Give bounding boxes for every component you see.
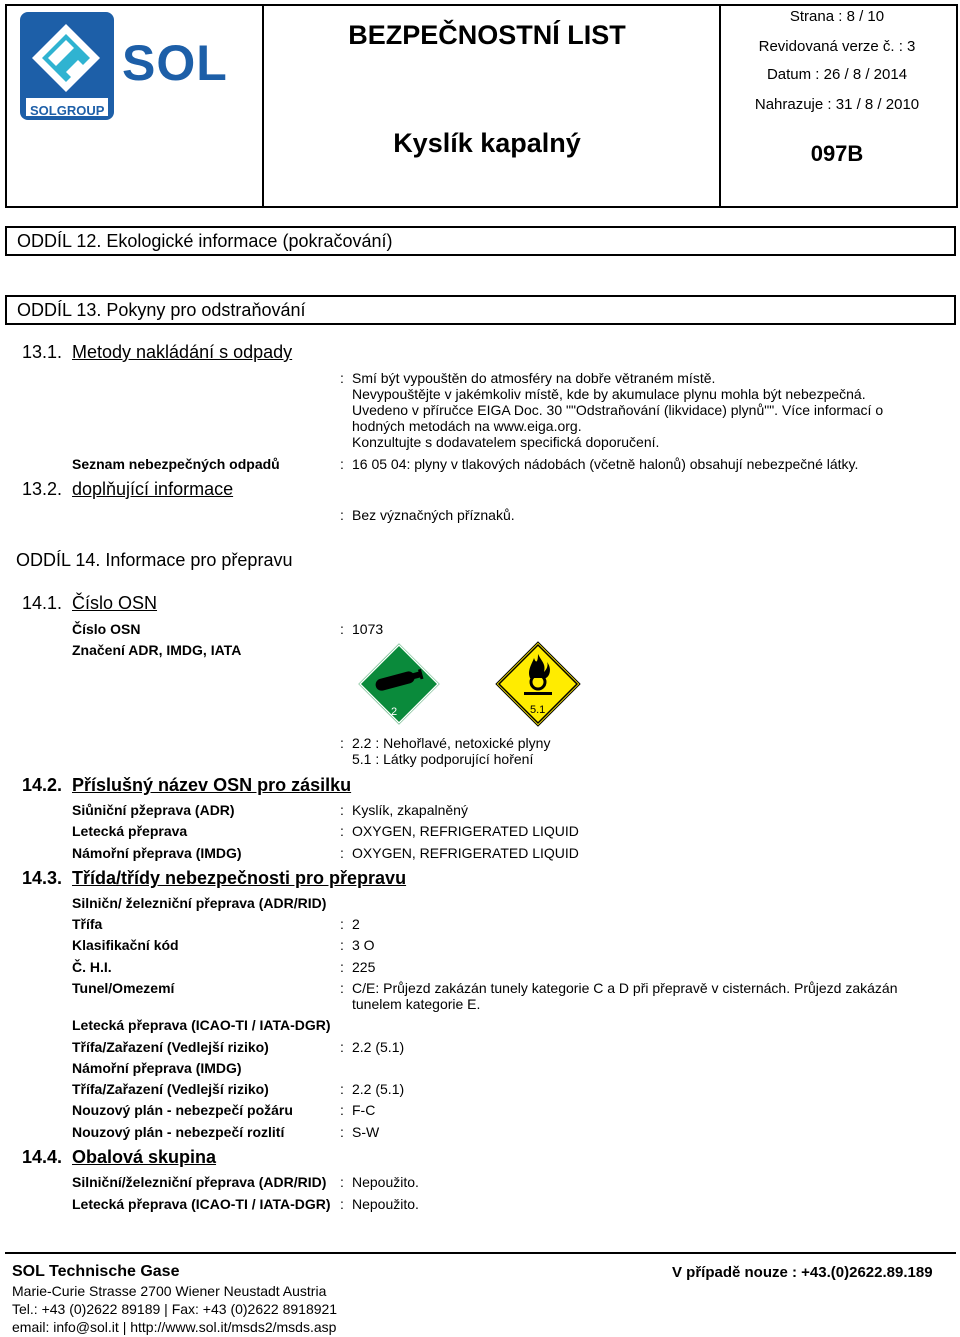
colon: : [340,802,344,818]
un-number-value: 1073 [352,621,384,637]
class-value: 2 [352,916,360,932]
subsection-14-2 [22,775,351,796]
company-logo [18,10,250,122]
air-transport-label: Letecká přeprava [72,823,188,839]
subsection-13-2 [22,479,233,500]
colon: : [340,1174,344,1190]
colon: : [340,507,344,523]
subsection-number: 13.1. [22,342,63,362]
sea-heading: Námořní přeprava (IMDG) [72,1060,242,1076]
sea-class-value: 2.2 (5.1) [352,1081,405,1097]
air-class-label: Třífa/Zařazení (Vedlejší riziko) [72,1039,269,1055]
colon: : [340,1196,344,1212]
footer-email: email: info@sol.it | http://www.sol.it/msds2/msds.asp [12,1319,337,1335]
packing-air-value: Nepoužito. [352,1196,419,1212]
disposal-methods-text [352,370,883,450]
colon: : [340,456,344,472]
footer-address: Marie-Curie Strasse 2700 Wiener Neustadt Austria [12,1283,327,1299]
classification-code-value: 3 O [352,937,375,953]
colon: : [340,845,344,861]
waste-list-value: 16 05 04: plyny v tlakových nádobách (včetně halonů) obsahují nebezpečné látky. [352,456,859,472]
subsection-title: Metody nakládání s odpady [72,342,293,362]
logo-text: SOL [122,35,228,91]
colon: : [340,916,344,932]
colon: : [340,621,344,637]
colon: : [340,1039,344,1055]
subsection-number: 14.4. [22,1147,63,1167]
pictogram-class-number: 2 [391,706,398,718]
text-line: hodných metodách na www.eiga.org. [352,418,582,434]
product-code: 097B [810,141,864,166]
document-title: BEZPEČNOSTNÍ LIST [348,20,626,50]
footer-company: SOL Technische Gase [12,1263,180,1280]
product-name: Kyslík kapalný [393,128,581,158]
ems-spill-label: Nouzový plán - nebezpečí rozlití [72,1124,285,1140]
hazard-labels-text [352,735,550,767]
colon: : [340,959,344,975]
page-number: Strana : 8 / 10 [789,8,885,25]
sea-transport-value: OXYGEN, REFRIGERATED LIQUID [352,845,579,861]
subsection-number: 14.2. [22,775,63,795]
tunnel-label: Tunel/Omezemí [72,980,175,996]
issue-date: Datum : 26 / 8 / 2014 [766,66,908,83]
road-transport-value: Kyslík, zkapalněný [352,802,468,818]
classification-code-label: Klasifikační kód [72,937,179,953]
air-heading: Letecká přeprava (ICAO-TI / IATA-DGR) [72,1017,331,1033]
air-transport-value: OXYGEN, REFRIGERATED LIQUID [352,823,579,839]
section-14-heading: ODDÍL 14. Informace pro přepravu [16,550,293,570]
replaces-date: Nahrazuje : 31 / 8 / 2010 [754,96,920,113]
road-rail-heading: Silničn/ železniční přeprava (ADR/RID) [72,895,327,911]
section-13-heading: ODDÍL 13. Pokyny pro odstraňování [5,295,956,325]
hazard-pictogram-oxidizer [494,640,582,728]
colon: : [340,370,344,386]
subsection-title: Třída/třídy nebezpečnosti pro přepravu [72,868,407,888]
colon: : [340,937,344,953]
ems-fire-value: F-C [352,1102,376,1118]
text-line: tunelem kategorie E. [352,996,481,1012]
hazard-id-value: 225 [352,959,376,975]
pictogram-class-number: 5.1 [530,704,546,716]
subsection-number: 14.1. [22,593,63,613]
colon: : [340,980,344,996]
tunnel-value [352,980,898,1012]
text-line: Konzultujte s dodavatelem specifická doporučení. [352,434,660,450]
subsection-title: Číslo OSN [72,593,158,613]
section-12-heading: ODDÍL 12. Ekologické informace (pokračování) [5,226,956,256]
subsection-14-4 [22,1147,216,1168]
text-line: 5.1 : Látky podporující hoření [352,751,534,767]
colon: : [340,735,344,751]
logo-group: SOLGROUP [30,103,105,118]
ems-spill-value: S-W [352,1124,380,1140]
gas-cylinder-icon [355,640,443,728]
packing-air-label: Letecká přeprava (ICAO-TI / IATA-DGR) [72,1196,331,1212]
text-line: 2.2 : Nehořlavé, netoxické plyny [352,735,551,751]
hazard-pictogram-gas [355,640,443,728]
waste-list-label: Seznam nebezpečných odpadů [72,456,280,472]
text-line: Uvedeno v příručce EIGA Doc. 30 ""Odstraňování (likvidace) plynů"". Více informací o [352,402,884,418]
footer-phone: Tel.: +43 (0)2622 89189 | Fax: +43 (0)2622 8918921 [12,1301,338,1317]
colon: : [340,1081,344,1097]
subsection-13-1 [22,342,292,363]
colon: : [340,823,344,839]
colon: : [340,1124,344,1140]
marking-label: Značení ADR, IMDG, IATA [72,642,242,658]
un-number-label: Číslo OSN [72,621,141,637]
ems-fire-label: Nouzový plán - nebezpečí požáru [72,1102,293,1118]
additional-info-value: Bez význačných příznaků. [352,507,515,523]
class-label: Třífa [72,916,103,932]
subsection-title: Obalová skupina [72,1147,217,1167]
road-transport-label: Siůniční pžeprava (ADR) [72,802,235,818]
text-line: Nevypouštějte v jakémkoliv místě, kde by akumulace plynu mohla být nebezpečná. [352,386,866,402]
hazard-id-label: Č. H.I. [72,959,112,975]
subsection-number: 13.2. [22,479,63,499]
packing-road-label: Silniční/železniční přeprava (ADR/RID) [72,1174,327,1190]
air-class-value: 2.2 (5.1) [352,1039,405,1055]
subsection-14-3 [22,868,406,889]
subsection-number: 14.3. [22,868,63,888]
subsection-title: Příslušný název OSN pro zásilku [72,775,352,795]
footer-divider [5,1252,956,1254]
colon: : [340,1102,344,1118]
revision-number: Revidovaná verze č. : 3 [758,38,916,55]
sea-class-label: Třífa/Zařazení (Vedlejší riziko) [72,1081,269,1097]
subsection-14-1 [22,593,157,614]
text-line: C/E: Průjezd zakázán tunely kategorie C a D při přepravě v cisternách. Průjezd zakázán [352,980,898,996]
footer-emergency: V případě nouze : +43.(0)2622.89.189 [672,1264,933,1281]
packing-road-value: Nepoužito. [352,1174,419,1190]
subsection-title: doplňující informace [72,479,234,499]
text-line: Smí být vypouštěn do atmosféry na dobře větraném místě. [352,370,716,386]
sea-transport-label: Námořní přeprava (IMDG) [72,845,242,861]
